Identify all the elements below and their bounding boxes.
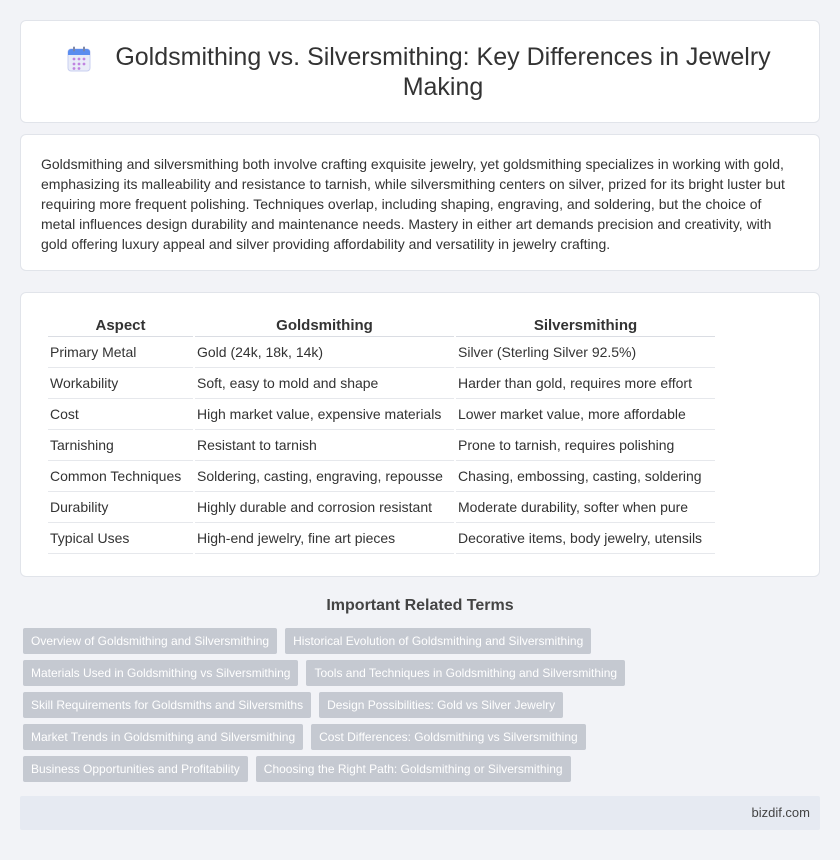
table-cell: Soft, easy to mold and shape: [195, 368, 454, 399]
related-term-link[interactable]: Business Opportunities and Profitability: [23, 756, 248, 782]
table-cell: Resistant to tarnish: [195, 430, 454, 461]
page-title: Goldsmithing vs. Silversmithing: Key Differences in Jewelry Making: [115, 42, 771, 101]
table-cell: Lower market value, more affordable: [456, 399, 715, 430]
table-cell: Cost: [48, 399, 193, 430]
header-goldsmithing: Goldsmithing: [195, 313, 454, 337]
tag-row: [23, 724, 823, 750]
footer: [20, 796, 820, 830]
table-cell: Tarnishing: [48, 430, 193, 461]
table-cell: Primary Metal: [48, 337, 193, 368]
header-aspect: Aspect: [48, 313, 193, 337]
tag-row: [23, 692, 823, 718]
related-term-link[interactable]: Historical Evolution of Goldsmithing and Silversmithing: [285, 628, 591, 654]
footer-site-link[interactable]: bizdif.com: [751, 805, 810, 820]
table-cell: Moderate durability, softer when pure: [456, 492, 715, 523]
related-term-link[interactable]: Materials Used in Goldsmithing vs Silversmithing: [23, 660, 298, 686]
table-cell: High market value, expensive materials: [195, 399, 454, 430]
related-term-link[interactable]: Overview of Goldsmithing and Silversmithing: [23, 628, 277, 654]
comparison-card: [20, 292, 820, 577]
table-header-row: [48, 313, 715, 337]
table-cell: Prone to tarnish, requires polishing: [456, 430, 715, 461]
related-terms-list: [23, 628, 823, 788]
table-cell: Common Techniques: [48, 461, 193, 492]
intro-paragraph: Goldsmithing and silversmithing both involve crafting exquisite jewelry, yet goldsmithing specializes in working with gold, emphasizing its malleability and resistance to tarnish, while silversmithing centers on silver, prized for its bright luster but requiring more frequent polishing. Techniques overlap, including shaping, engraving, and soldering, but the choice of metal influences design durability and maintenance needs. Mastery in either art demands precision and creativity, with gold offering luxury appeal and silver providing affordability and versatility in jewelry crafting.: [41, 156, 785, 252]
intro-card: [20, 134, 820, 271]
table-cell: Soldering, casting, engraving, repousse: [195, 461, 454, 492]
related-term-link[interactable]: Market Trends in Goldsmithing and Silversmithing: [23, 724, 303, 750]
table-cell: Gold (24k, 18k, 14k): [195, 337, 454, 368]
table-row: [48, 337, 715, 368]
table-row: [48, 523, 715, 554]
table-cell: Silver (Sterling Silver 92.5%): [456, 337, 715, 368]
related-terms-heading: Important Related Terms: [326, 597, 514, 614]
table-cell: Typical Uses: [48, 523, 193, 554]
table-cell: Highly durable and corrosion resistant: [195, 492, 454, 523]
related-term-link[interactable]: Design Possibilities: Gold vs Silver Jewelry: [319, 692, 563, 718]
table-row: [48, 368, 715, 399]
table-cell: Harder than gold, requires more effort: [456, 368, 715, 399]
calendar-icon: [67, 46, 91, 72]
title-wrap: [60, 42, 780, 102]
header-silversmithing: Silversmithing: [456, 313, 715, 337]
table-row: [48, 399, 715, 430]
table-cell: Durability: [48, 492, 193, 523]
related-term-link[interactable]: Choosing the Right Path: Goldsmithing or Silversmithing: [256, 756, 571, 782]
table-row: [48, 492, 715, 523]
table-row: [48, 461, 715, 492]
related-term-link[interactable]: Tools and Techniques in Goldsmithing and Silversmithing: [306, 660, 625, 686]
comparison-table: [46, 313, 717, 554]
tag-row: [23, 660, 823, 686]
tag-row: [23, 756, 823, 782]
related-term-link[interactable]: Skill Requirements for Goldsmiths and Silversmiths: [23, 692, 311, 718]
table-cell: High-end jewelry, fine art pieces: [195, 523, 454, 554]
tag-row: [23, 628, 823, 654]
table-cell: Chasing, embossing, casting, soldering: [456, 461, 715, 492]
table-row: [48, 430, 715, 461]
table-cell: Decorative items, body jewelry, utensils: [456, 523, 715, 554]
related-term-link[interactable]: Cost Differences: Goldsmithing vs Silversmithing: [311, 724, 586, 750]
title-card: [20, 20, 820, 123]
table-cell: Workability: [48, 368, 193, 399]
